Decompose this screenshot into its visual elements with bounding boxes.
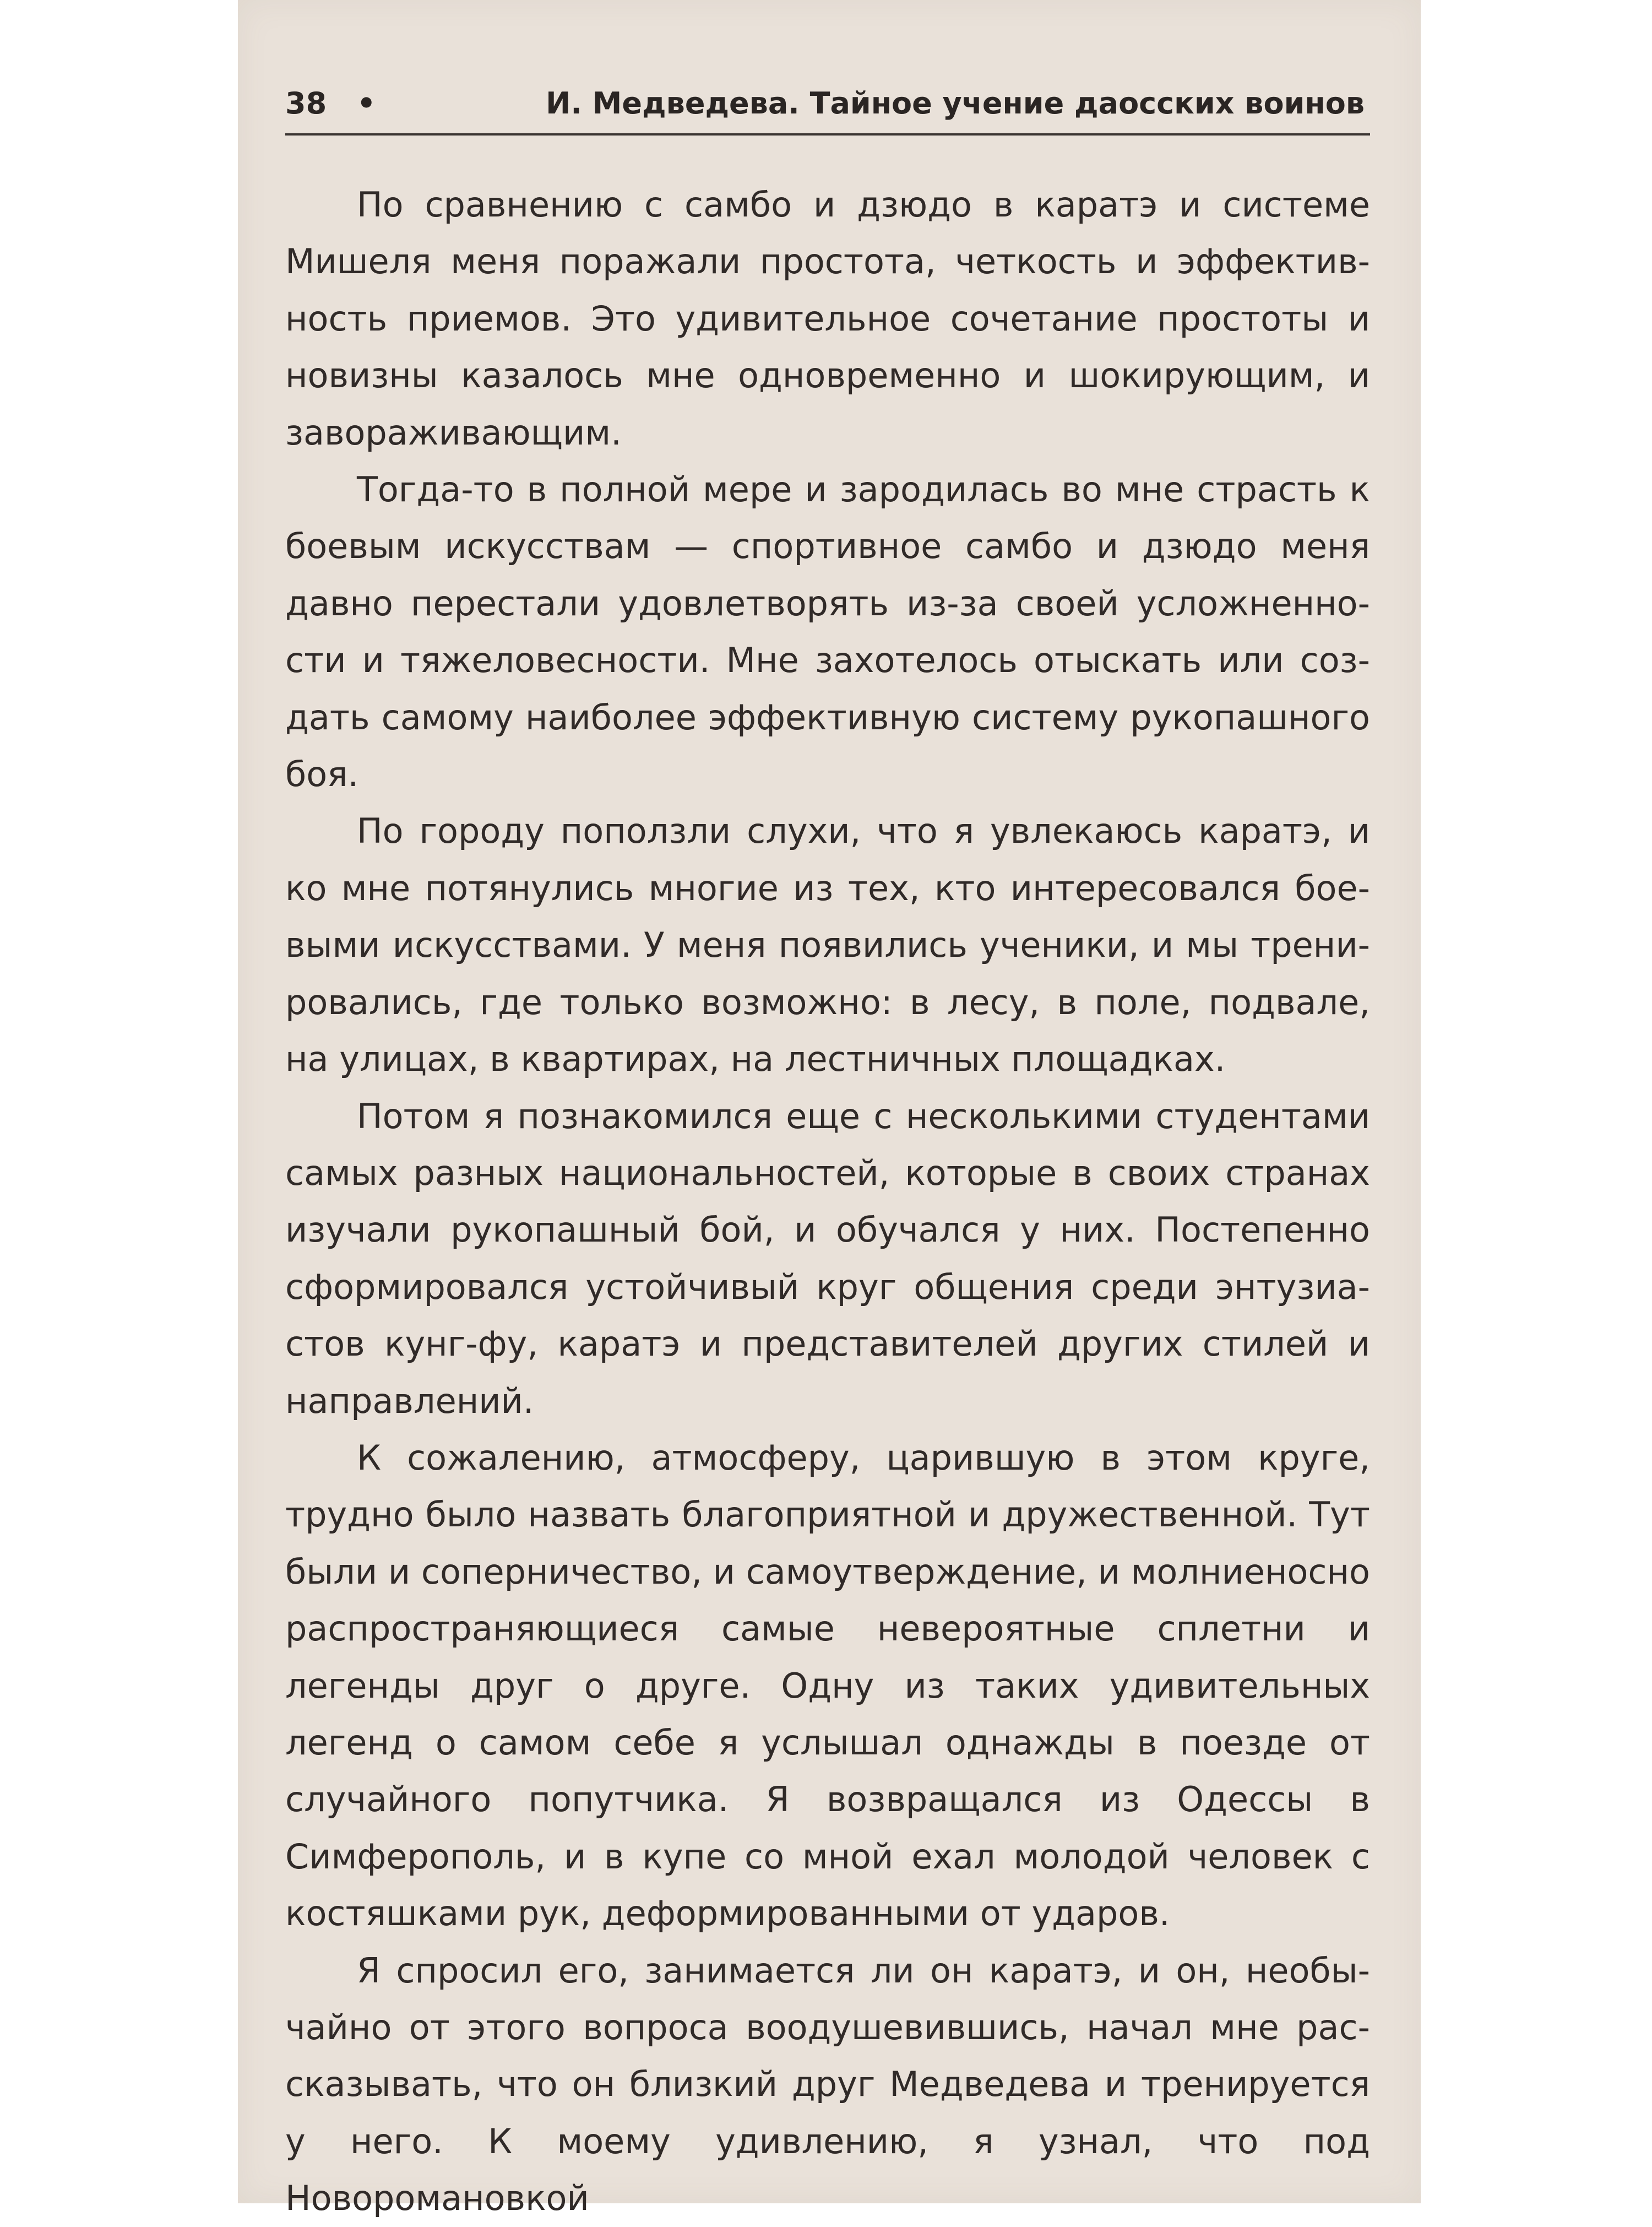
running-title: И. Медведева. Тайное учение даосских воинов <box>546 86 1365 121</box>
paragraph: По городу поползли слухи, что я увлекаюсь каратэ, и ко мне потянулись многие из тех, кто интересовался боевыми искусствами. У меня появились ученики, и мы тренировались, где только возможно: в лесу, в поле, подвале, на улицах, в квартирах, на лестничных площадках. <box>285 811 1370 1080</box>
paragraph: Потом я познакомился еще с несколькими студентами самых разных национальностей, которые в своих странах изучали рукопашный бой, и обучался у них. Постепенно сформировался устойчивый круг общения среди энтузиастов кунг-фу, каратэ и представителей других стилей и направлений. <box>285 1096 1370 1421</box>
header-rule <box>285 133 1370 136</box>
paragraph: Тогда-то в полной мере и зародилась во мне страсть к боевым искусствам — спортивное самбо и дзюдо меня давно перестали удовлетворять из-за своей усложненности и тяжеловесности. Мне захотелось отыскать или создать самому наиболее эффективную систему рукопашного боя. <box>285 469 1370 795</box>
page-number: 38 <box>285 86 327 121</box>
running-header <box>285 82 1365 126</box>
body-text <box>285 176 1370 2227</box>
book-page <box>238 0 1421 2219</box>
paragraph: По сравнению с самбо и дзюдо в каратэ и системе Мишеля меня поражали простота, четкость и эффективность приемов. Это удивительное сочетание простоты и новизны казалось мне одновременно и шокирующим, и завораживающим. <box>285 185 1370 453</box>
header-bullet: • <box>357 86 376 121</box>
paragraph: Я спросил его, занимается ли он каратэ, и он, необычайно от этого вопроса воодушевившись, начал мне рассказывать, что он близкий друг Медведева и тренируется у него. К моему удивлению, я узнал, что под Новоромановкой <box>285 1950 1370 2219</box>
paragraph: К сожалению, атмосферу, царившую в этом круге, трудно было назвать благоприятной и дружественной. Тут были и соперничество, и самоутверждение, и молниеносно распространяющиеся самые невероятные сплетни и легенды друг о друге. Одну из таких удивительных легенд о самом себе я услышал однажды в поезде от случайного попутчика. Я возвращался из Одессы в Симферополь, и в купе со мной ехал молодой человек с костяшками рук, деформированными от ударов. <box>285 1437 1370 1934</box>
